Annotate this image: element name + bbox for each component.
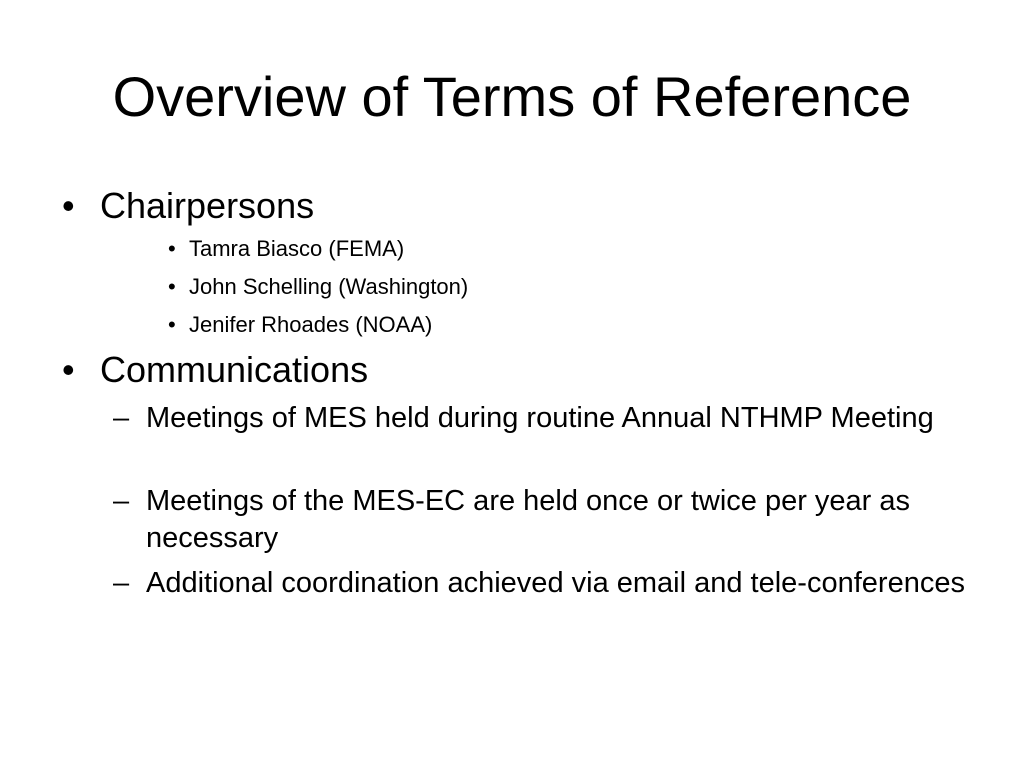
sub-bullet-text: Tamra Biasco (FEMA) bbox=[189, 236, 405, 261]
sub-bullet-marker: • bbox=[168, 236, 176, 261]
slide-title: Overview of Terms of Reference bbox=[112, 65, 912, 128]
bullet-marker: • bbox=[62, 349, 75, 390]
dash-item-text: Additional coordination achieved via email and tele-conferences bbox=[146, 567, 965, 599]
sub-bullet-text: John Schelling (Washington) bbox=[189, 274, 469, 299]
dash-marker: – bbox=[113, 402, 130, 434]
bullet-heading: Chairpersons bbox=[100, 185, 315, 226]
sub-bullet-marker: • bbox=[168, 312, 176, 337]
sub-bullet-text: Jenifer Rhoades (NOAA) bbox=[189, 312, 433, 337]
dash-item-text: Meetings of MES held during routine Annual NTHMP Meeting bbox=[146, 402, 934, 434]
dash-marker: – bbox=[113, 485, 130, 517]
dash-item-text: Meetings of the MES-EC are held once or twice per year as necessary bbox=[146, 485, 911, 554]
bullet-heading: Communications bbox=[100, 349, 369, 390]
dash-marker: – bbox=[113, 567, 130, 599]
bullet-marker: • bbox=[62, 185, 75, 226]
sub-bullet-marker: • bbox=[168, 274, 176, 299]
